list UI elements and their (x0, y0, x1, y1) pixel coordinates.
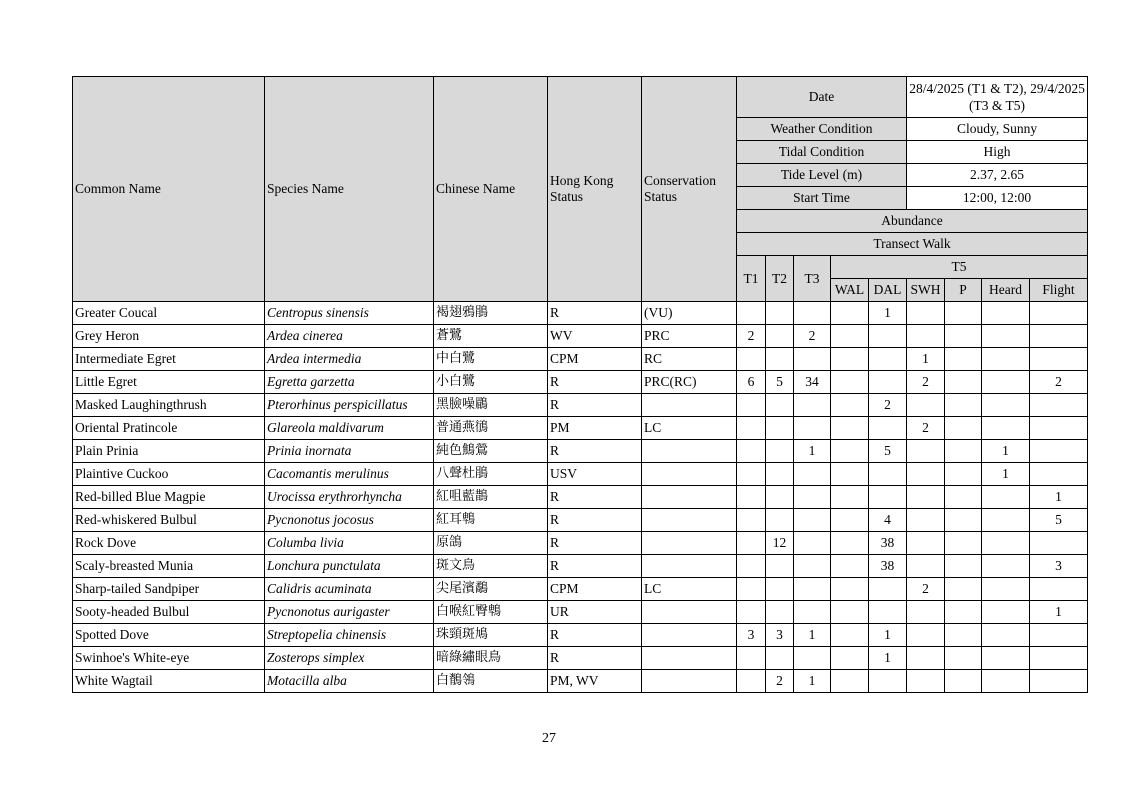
tidal-label: Tidal Condition (737, 141, 907, 164)
species-name-cell: Pterorhinus perspicillatus (265, 394, 434, 417)
chinese-name-cell: 紅耳鵯 (434, 509, 548, 532)
count-cell: 5 (766, 371, 794, 394)
chinese-name-cell: 褐翅鴉鵑 (434, 302, 548, 325)
count-cell (794, 348, 831, 371)
count-cell (1030, 624, 1088, 647)
common-name-cell: Red-whiskered Bulbul (73, 509, 265, 532)
common-name-cell: Spotted Dove (73, 624, 265, 647)
count-cell: 2 (1030, 371, 1088, 394)
count-cell: 1 (869, 647, 907, 670)
count-cell (831, 647, 869, 670)
count-cell (907, 647, 945, 670)
count-cell (831, 509, 869, 532)
count-cell (982, 670, 1030, 693)
count-cell (737, 578, 766, 601)
count-cell (766, 302, 794, 325)
count-cell (766, 555, 794, 578)
count-cell (945, 647, 982, 670)
count-cell: 1 (794, 624, 831, 647)
count-cell (737, 670, 766, 693)
count-cell (945, 348, 982, 371)
count-cell: 3 (1030, 555, 1088, 578)
count-cell: 38 (869, 555, 907, 578)
count-cell (982, 555, 1030, 578)
common-name-cell: Little Egret (73, 371, 265, 394)
hk-status-cell: CPM (548, 348, 642, 371)
count-cell (907, 624, 945, 647)
count-cell (945, 302, 982, 325)
count-cell (945, 578, 982, 601)
count-cell (766, 601, 794, 624)
conservation-status-cell (642, 463, 737, 486)
count-cell (869, 325, 907, 348)
species-name-cell: Cacomantis merulinus (265, 463, 434, 486)
count-cell (831, 371, 869, 394)
col-header-t1: T1 (737, 256, 766, 302)
count-cell (794, 578, 831, 601)
hk-status-cell: R (548, 624, 642, 647)
count-cell (766, 486, 794, 509)
count-cell: 12 (766, 532, 794, 555)
hk-status-cell: USV (548, 463, 642, 486)
count-cell (982, 417, 1030, 440)
count-cell: 5 (869, 440, 907, 463)
species-name-cell: Urocissa erythrorhyncha (265, 486, 434, 509)
count-cell (831, 532, 869, 555)
count-cell (982, 509, 1030, 532)
conservation-status-cell: PRC(RC) (642, 371, 737, 394)
chinese-name-cell: 紅咀藍鵲 (434, 486, 548, 509)
count-cell (982, 348, 1030, 371)
count-cell (907, 670, 945, 693)
count-cell: 1 (1030, 486, 1088, 509)
count-cell (1030, 302, 1088, 325)
common-name-cell: Swinhoe's White-eye (73, 647, 265, 670)
count-cell (945, 555, 982, 578)
common-name-cell: Grey Heron (73, 325, 265, 348)
table-body (73, 77, 1088, 693)
table-row (73, 325, 1088, 348)
count-cell (794, 463, 831, 486)
hk-status-cell: UR (548, 601, 642, 624)
col-header-t3: T3 (794, 256, 831, 302)
count-cell (869, 486, 907, 509)
count-cell (945, 670, 982, 693)
count-cell (907, 302, 945, 325)
count-cell (907, 486, 945, 509)
table-row (73, 463, 1088, 486)
conservation-status-cell (642, 647, 737, 670)
count-cell (907, 325, 945, 348)
count-cell (869, 371, 907, 394)
chinese-name-cell: 黑臉噪鶥 (434, 394, 548, 417)
bird-survey-table (72, 76, 1088, 693)
table-row (73, 440, 1088, 463)
count-cell (766, 325, 794, 348)
count-cell (794, 302, 831, 325)
count-cell (945, 440, 982, 463)
count-cell (831, 394, 869, 417)
count-cell (1030, 325, 1088, 348)
count-cell (1030, 440, 1088, 463)
tide-level-label: Tide Level (m) (737, 164, 907, 187)
count-cell (831, 325, 869, 348)
table-row (73, 601, 1088, 624)
hk-status-cell: CPM (548, 578, 642, 601)
transect-walk-label: Transect Walk (737, 233, 1088, 256)
count-cell (1030, 417, 1088, 440)
count-cell (982, 394, 1030, 417)
chinese-name-cell: 小白鷺 (434, 371, 548, 394)
chinese-name-cell: 八聲杜鵑 (434, 463, 548, 486)
hk-status-cell: R (548, 555, 642, 578)
chinese-name-cell: 珠頸斑鳩 (434, 624, 548, 647)
count-cell (1030, 532, 1088, 555)
header-chinese-name: Chinese Name (434, 77, 548, 302)
count-cell: 1 (1030, 601, 1088, 624)
count-cell (907, 394, 945, 417)
count-cell (766, 463, 794, 486)
common-name-cell: Rock Dove (73, 532, 265, 555)
species-name-cell: Calidris acuminata (265, 578, 434, 601)
table-row (73, 348, 1088, 371)
header-conservation-status: Conservation Status (642, 77, 737, 302)
count-cell (982, 532, 1030, 555)
count-cell: 1 (907, 348, 945, 371)
count-cell (869, 601, 907, 624)
count-cell (1030, 670, 1088, 693)
col-header-swh: SWH (907, 279, 945, 302)
table-row (73, 624, 1088, 647)
col-header-dal: DAL (869, 279, 907, 302)
count-cell (794, 394, 831, 417)
count-cell (945, 371, 982, 394)
count-cell (945, 325, 982, 348)
count-cell (1030, 578, 1088, 601)
count-cell (794, 486, 831, 509)
common-name-cell: Scaly-breasted Munia (73, 555, 265, 578)
date-label: Date (737, 77, 907, 118)
count-cell (737, 486, 766, 509)
conservation-status-cell: RC (642, 348, 737, 371)
species-name-cell: Columba livia (265, 532, 434, 555)
species-name-cell: Zosterops simplex (265, 647, 434, 670)
count-cell (831, 302, 869, 325)
page-number: 27 (542, 731, 556, 746)
count-cell (766, 509, 794, 532)
conservation-status-cell: LC (642, 417, 737, 440)
common-name-cell: Oriental Pratincole (73, 417, 265, 440)
count-cell: 2 (869, 394, 907, 417)
table-row (73, 670, 1088, 693)
tidal-value: High (907, 141, 1088, 164)
species-name-cell: Lonchura punctulata (265, 555, 434, 578)
count-cell: 34 (794, 371, 831, 394)
count-cell (794, 417, 831, 440)
count-cell (945, 509, 982, 532)
col-header-wal: WAL (831, 279, 869, 302)
count-cell (982, 624, 1030, 647)
count-cell (737, 601, 766, 624)
count-cell: 38 (869, 532, 907, 555)
count-cell: 5 (1030, 509, 1088, 532)
hk-status-cell: R (548, 532, 642, 555)
count-cell (737, 394, 766, 417)
tide-level-value: 2.37, 2.65 (907, 164, 1088, 187)
conservation-status-cell (642, 532, 737, 555)
hk-status-cell: PM, WV (548, 670, 642, 693)
count-cell (766, 578, 794, 601)
weather-label: Weather Condition (737, 118, 907, 141)
start-time-value: 12:00, 12:00 (907, 187, 1088, 210)
date-value: 28/4/2025 (T1 & T2), 29/4/2025 (T3 & T5) (907, 77, 1088, 118)
count-cell (945, 532, 982, 555)
chinese-name-cell: 尖尾濱鷸 (434, 578, 548, 601)
count-cell (831, 601, 869, 624)
common-name-cell: Red-billed Blue Magpie (73, 486, 265, 509)
species-name-cell: Pycnonotus jocosus (265, 509, 434, 532)
hk-status-cell: R (548, 394, 642, 417)
count-cell (945, 394, 982, 417)
count-cell: 1 (869, 624, 907, 647)
chinese-name-cell: 白喉紅臀鵯 (434, 601, 548, 624)
count-cell (831, 486, 869, 509)
conservation-status-cell (642, 555, 737, 578)
species-name-cell: Ardea intermedia (265, 348, 434, 371)
chinese-name-cell: 白鶺鴒 (434, 670, 548, 693)
count-cell (831, 463, 869, 486)
count-cell: 3 (737, 624, 766, 647)
hk-status-cell: R (548, 302, 642, 325)
hk-status-cell: R (548, 509, 642, 532)
table-row (73, 532, 1088, 555)
species-name-cell: Glareola maldivarum (265, 417, 434, 440)
common-name-cell: Masked Laughingthrush (73, 394, 265, 417)
count-cell (869, 670, 907, 693)
start-time-label: Start Time (737, 187, 907, 210)
count-cell (1030, 647, 1088, 670)
count-cell (766, 417, 794, 440)
common-name-cell: Sooty-headed Bulbul (73, 601, 265, 624)
chinese-name-cell: 純色鷦鶯 (434, 440, 548, 463)
count-cell (945, 417, 982, 440)
hk-status-cell: R (548, 486, 642, 509)
count-cell (907, 532, 945, 555)
count-cell: 2 (766, 670, 794, 693)
species-name-cell: Streptopelia chinensis (265, 624, 434, 647)
conservation-status-cell (642, 486, 737, 509)
count-cell (831, 440, 869, 463)
count-cell (907, 463, 945, 486)
count-cell: 2 (794, 325, 831, 348)
count-cell (794, 601, 831, 624)
header-common-name: Common Name (73, 77, 265, 302)
col-header-heard: Heard (982, 279, 1030, 302)
count-cell (766, 647, 794, 670)
chinese-name-cell: 斑文鳥 (434, 555, 548, 578)
common-name-cell: White Wagtail (73, 670, 265, 693)
header-hk-status: Hong Kong Status (548, 77, 642, 302)
species-name-cell: Ardea cinerea (265, 325, 434, 348)
table-row (73, 394, 1088, 417)
count-cell (907, 440, 945, 463)
hk-status-cell: PM (548, 417, 642, 440)
conservation-status-cell (642, 624, 737, 647)
species-name-cell: Centropus sinensis (265, 302, 434, 325)
conservation-status-cell (642, 440, 737, 463)
count-cell: 1 (982, 440, 1030, 463)
count-cell (766, 394, 794, 417)
species-name-cell: Egretta garzetta (265, 371, 434, 394)
count-cell (1030, 463, 1088, 486)
count-cell: 2 (907, 578, 945, 601)
count-cell (869, 417, 907, 440)
hk-status-cell: R (548, 647, 642, 670)
count-cell (737, 647, 766, 670)
count-cell (907, 601, 945, 624)
t5-label: T5 (831, 256, 1088, 279)
species-name-cell: Prinia inornata (265, 440, 434, 463)
col-header-flight: Flight (1030, 279, 1088, 302)
count-cell (982, 325, 1030, 348)
count-cell (737, 440, 766, 463)
count-cell (945, 601, 982, 624)
count-cell: 6 (737, 371, 766, 394)
count-cell (982, 578, 1030, 601)
count-cell (737, 417, 766, 440)
conservation-status-cell (642, 601, 737, 624)
species-name-cell: Pycnonotus aurigaster (265, 601, 434, 624)
chinese-name-cell: 蒼鷺 (434, 325, 548, 348)
weather-value: Cloudy, Sunny (907, 118, 1088, 141)
count-cell (831, 348, 869, 371)
count-cell (982, 647, 1030, 670)
count-cell: 1 (794, 670, 831, 693)
count-cell (869, 463, 907, 486)
table-row (73, 486, 1088, 509)
count-cell (1030, 394, 1088, 417)
count-cell: 2 (907, 417, 945, 440)
count-cell: 2 (737, 325, 766, 348)
common-name-cell: Plain Prinia (73, 440, 265, 463)
chinese-name-cell: 原鴿 (434, 532, 548, 555)
table-row (73, 509, 1088, 532)
count-cell: 1 (794, 440, 831, 463)
conservation-status-cell: LC (642, 578, 737, 601)
table-row (73, 578, 1088, 601)
hk-status-cell: R (548, 371, 642, 394)
count-cell (945, 486, 982, 509)
chinese-name-cell: 普通燕鴴 (434, 417, 548, 440)
count-cell (737, 463, 766, 486)
count-cell (766, 440, 794, 463)
common-name-cell: Sharp-tailed Sandpiper (73, 578, 265, 601)
count-cell (945, 624, 982, 647)
conservation-status-cell (642, 394, 737, 417)
count-cell (794, 555, 831, 578)
count-cell (982, 302, 1030, 325)
count-cell (737, 509, 766, 532)
count-cell: 1 (869, 302, 907, 325)
chinese-name-cell: 中白鷺 (434, 348, 548, 371)
table-row (73, 302, 1088, 325)
count-cell (831, 624, 869, 647)
common-name-cell: Intermediate Egret (73, 348, 265, 371)
count-cell (737, 532, 766, 555)
abundance-label: Abundance (737, 210, 1088, 233)
count-cell (737, 555, 766, 578)
count-cell (907, 555, 945, 578)
count-cell (907, 509, 945, 532)
col-header-t2: T2 (766, 256, 794, 302)
count-cell: 1 (982, 463, 1030, 486)
conservation-status-cell (642, 670, 737, 693)
count-cell (982, 371, 1030, 394)
count-cell (831, 417, 869, 440)
table-row (73, 555, 1088, 578)
count-cell: 4 (869, 509, 907, 532)
count-cell (737, 348, 766, 371)
hk-status-cell: R (548, 440, 642, 463)
count-cell: 2 (907, 371, 945, 394)
col-header-p: P (945, 279, 982, 302)
count-cell (794, 509, 831, 532)
conservation-status-cell: PRC (642, 325, 737, 348)
count-cell (794, 532, 831, 555)
hk-status-cell: WV (548, 325, 642, 348)
count-cell (869, 578, 907, 601)
conservation-status-cell: (VU) (642, 302, 737, 325)
count-cell (869, 348, 907, 371)
table-row (73, 647, 1088, 670)
count-cell (831, 670, 869, 693)
count-cell (794, 647, 831, 670)
table-row (73, 417, 1088, 440)
chinese-name-cell: 暗綠繡眼鳥 (434, 647, 548, 670)
count-cell (982, 486, 1030, 509)
count-cell (982, 601, 1030, 624)
common-name-cell: Plaintive Cuckoo (73, 463, 265, 486)
count-cell (737, 302, 766, 325)
header-species-name: Species Name (265, 77, 434, 302)
count-cell (831, 555, 869, 578)
conservation-status-cell (642, 509, 737, 532)
count-cell: 3 (766, 624, 794, 647)
count-cell (766, 348, 794, 371)
common-name-cell: Greater Coucal (73, 302, 265, 325)
count-cell (945, 463, 982, 486)
species-name-cell: Motacilla alba (265, 670, 434, 693)
count-cell (831, 578, 869, 601)
count-cell (1030, 348, 1088, 371)
table-row (73, 371, 1088, 394)
